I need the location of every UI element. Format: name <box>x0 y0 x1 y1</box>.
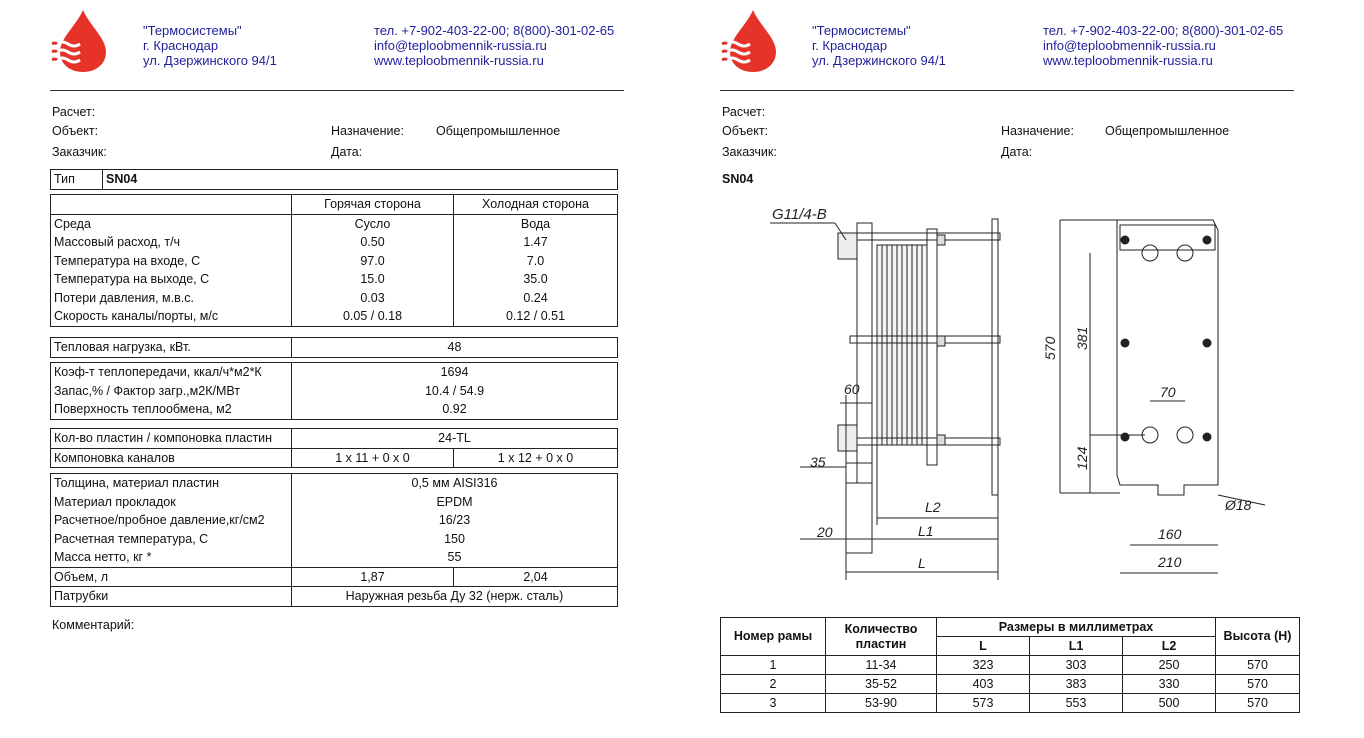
table-row <box>51 270 618 289</box>
cold-value: 7.0 <box>454 252 618 271</box>
side-view <box>770 219 1000 580</box>
hot-value: 0.50 <box>292 233 454 252</box>
customer-label: Заказчик: <box>52 145 107 159</box>
contact-website[interactable]: www.teploobmennik-russia.ru <box>1043 53 1213 68</box>
table-row <box>51 548 618 567</box>
dim-35-label: 35 <box>810 454 826 470</box>
purpose-label: Назначение: <box>1001 124 1074 138</box>
row-value: 55 <box>292 548 618 567</box>
row-label: Массовый расход, т/ч <box>54 235 181 250</box>
contacts-block-right <box>1043 23 1283 68</box>
col-height-header: Высота (H) <box>1216 618 1300 656</box>
dim-L-label: L <box>918 555 926 571</box>
col-frame-header: Номер рамы <box>721 618 826 656</box>
col-L-header: L <box>937 637 1030 656</box>
L2-cell: 330 <box>1123 675 1216 694</box>
table-row <box>51 493 618 512</box>
table-row <box>51 214 618 233</box>
hot-side-header: Горячая сторона <box>292 195 454 215</box>
company-block <box>143 23 277 68</box>
contact-phone: тел. +7-902-403-22-00; 8(800)-301-02-65 <box>1043 23 1284 38</box>
frame-cell: 3 <box>721 694 826 713</box>
hot-value: 15.0 <box>292 270 454 289</box>
dim-570-label: 570 <box>1042 336 1058 360</box>
height-cell: 570 <box>1216 656 1300 675</box>
row-label: Толщина, материал пластин <box>54 476 220 491</box>
row-label: Среда <box>54 216 91 231</box>
heat-exchanger-drawing <box>760 195 1280 585</box>
L-cell: 403 <box>937 675 1030 694</box>
frame-cell: 1 <box>721 656 826 675</box>
L2-cell: 250 <box>1123 656 1216 675</box>
col-L1-header: L1 <box>1030 637 1123 656</box>
heat-load-label: Тепловая нагрузка, кВт. <box>51 338 292 358</box>
dim-160-label: 160 <box>1158 526 1182 542</box>
plates-cell: 35-52 <box>826 675 937 694</box>
row-label: Потери давления, м.в.с. <box>54 290 194 305</box>
date-label: Дата: <box>1001 145 1033 159</box>
plates-table <box>50 428 618 468</box>
L-cell: 573 <box>937 694 1030 713</box>
hot-value: 0.05 / 0.18 <box>292 307 454 326</box>
company-city: г. Краснодар <box>812 38 888 53</box>
cold-value: Вода <box>454 214 618 233</box>
table-row <box>721 675 1300 694</box>
row-value: 150 <box>292 530 618 549</box>
company-logo-drop-icon <box>50 6 116 72</box>
row-label: Скорость каналы/порты, м/с <box>54 309 219 324</box>
dim-L1-label: L1 <box>918 523 934 539</box>
row-label: Поверхность теплообмена, м2 <box>54 402 232 417</box>
col-plates-header: Количество пластин <box>826 618 937 656</box>
volume-cold: 2,04 <box>454 567 618 587</box>
company-address: ул. Дзержинского 94/1 <box>143 53 277 68</box>
channel-layout-cold: 1 x 12 + 0 x 0 <box>454 448 618 468</box>
contact-website[interactable]: www.teploobmennik-russia.ru <box>374 53 544 68</box>
volume-hot: 1,87 <box>292 567 454 587</box>
purpose-value: Общепромышленное <box>436 124 561 138</box>
dim-60-label: 60 <box>844 381 860 397</box>
cold-value: 1.47 <box>454 233 618 252</box>
row-label: Температура на выходе, С <box>54 272 210 287</box>
contact-email[interactable]: info@teploobmennik-russia.ru <box>374 38 547 53</box>
row-value: 1694 <box>292 363 618 382</box>
volume-label: Объем, л <box>54 569 109 584</box>
table-row <box>51 587 618 607</box>
table-row <box>721 694 1300 713</box>
row-label: Материал прокладок <box>54 494 176 509</box>
table-row <box>51 289 618 308</box>
media-header-blank <box>51 195 292 215</box>
table-row <box>51 307 618 326</box>
company-logo-drop-icon <box>720 6 786 72</box>
frames-table <box>720 617 1300 713</box>
comment-label: Комментарий: <box>52 618 135 632</box>
col-L2-header: L2 <box>1123 637 1216 656</box>
contacts-block <box>374 23 614 68</box>
company-block-right <box>812 23 946 68</box>
cold-value: 0.24 <box>454 289 618 308</box>
dim-70-label: 70 <box>1160 384 1176 400</box>
heat-load-value: 48 <box>292 338 618 358</box>
type-label: Тип <box>51 170 103 190</box>
table-row <box>51 382 618 401</box>
customer-label: Заказчик: <box>722 145 777 159</box>
L1-cell: 383 <box>1030 675 1123 694</box>
header-divider <box>50 90 624 91</box>
cold-side-header: Холодная сторона <box>454 195 618 215</box>
row-label: Расчетная температура, С <box>54 531 209 546</box>
hot-value: Сусло <box>292 214 454 233</box>
hot-value: 0.03 <box>292 289 454 308</box>
transfer-table <box>50 362 618 420</box>
frame-cell: 2 <box>721 675 826 694</box>
object-label: Объект: <box>52 124 99 138</box>
dim-d18-label: Ø18 <box>1225 497 1252 513</box>
row-value: 0,5 мм AISI316 <box>292 474 618 493</box>
dim-L2-label: L2 <box>925 499 941 515</box>
channel-layout-hot: 1 x 11 + 0 x 0 <box>292 448 454 468</box>
row-value: 0.92 <box>292 400 618 419</box>
contact-phone: тел. +7-902-403-22-00; 8(800)-301-02-65 <box>374 23 615 38</box>
model-title: SN04 <box>722 172 754 186</box>
table-row <box>51 233 618 252</box>
cold-value: 0.12 / 0.51 <box>454 307 618 326</box>
company-city: г. Краснодар <box>143 38 219 53</box>
nozzles-label: Патрубки <box>54 589 109 604</box>
company-address: ул. Дзержинского 94/1 <box>812 53 946 68</box>
row-label: Запас,% / Фактор загр.,м2К/МВт <box>54 383 241 398</box>
type-table <box>50 169 618 190</box>
object-label: Объект: <box>722 124 769 138</box>
L2-cell: 500 <box>1123 694 1216 713</box>
hot-value: 97.0 <box>292 252 454 271</box>
channel-layout-label: Компоновка каналов <box>51 448 292 468</box>
media-table <box>50 194 618 327</box>
row-value: EPDM <box>292 493 618 512</box>
nozzles-value: Наружная резьба Ду 32 (нерж. сталь) <box>292 587 618 607</box>
height-cell: 570 <box>1216 675 1300 694</box>
L-cell: 323 <box>937 656 1030 675</box>
table-row <box>51 511 618 530</box>
row-label: Расчетное/пробное давление,кг/см2 <box>54 513 265 528</box>
heat-load-table <box>50 337 618 358</box>
purpose-value: Общепромышленное <box>1105 124 1230 138</box>
table-row <box>51 363 618 382</box>
table-row <box>721 656 1300 675</box>
header-divider <box>720 90 1294 91</box>
table-row <box>51 474 618 493</box>
col-sizes-header: Размеры в миллиметрах <box>937 618 1216 637</box>
company-name: "Термосистемы" <box>143 23 242 38</box>
dim-124-label: 124 <box>1074 446 1090 470</box>
contact-email[interactable]: info@teploobmennik-russia.ru <box>1043 38 1216 53</box>
row-label: Масса нетто, кг * <box>54 550 152 565</box>
cold-value: 35.0 <box>454 270 618 289</box>
calc-label: Расчет: <box>52 105 96 119</box>
materials-table <box>50 473 618 607</box>
row-label: Коэф-т теплопередачи, ккал/ч*м2*К <box>54 365 262 380</box>
height-cell: 570 <box>1216 694 1300 713</box>
row-value: 10.4 / 54.9 <box>292 382 618 401</box>
L1-cell: 553 <box>1030 694 1123 713</box>
table-row <box>51 400 618 419</box>
plates-cell: 53-90 <box>826 694 937 713</box>
row-label: Температура на входе, С <box>54 253 201 268</box>
purpose-label: Назначение: <box>331 124 404 138</box>
company-name: "Термосистемы" <box>812 23 911 38</box>
thread-label: G11/4-B <box>772 206 827 223</box>
table-row <box>51 530 618 549</box>
row-value: 16/23 <box>292 511 618 530</box>
table-row <box>51 567 618 587</box>
plates-count-value: 24-TL <box>292 429 618 449</box>
plates-cell: 11-34 <box>826 656 937 675</box>
dim-20-label: 20 <box>817 524 833 540</box>
type-value: SN04 <box>103 170 618 190</box>
date-label: Дата: <box>331 145 363 159</box>
L1-cell: 303 <box>1030 656 1123 675</box>
calc-label: Расчет: <box>722 105 766 119</box>
dim-210-label: 210 <box>1158 554 1182 570</box>
table-row <box>51 252 618 271</box>
dim-381-label: 381 <box>1074 326 1090 350</box>
plates-count-label: Кол-во пластин / компоновка пластин <box>51 429 292 449</box>
